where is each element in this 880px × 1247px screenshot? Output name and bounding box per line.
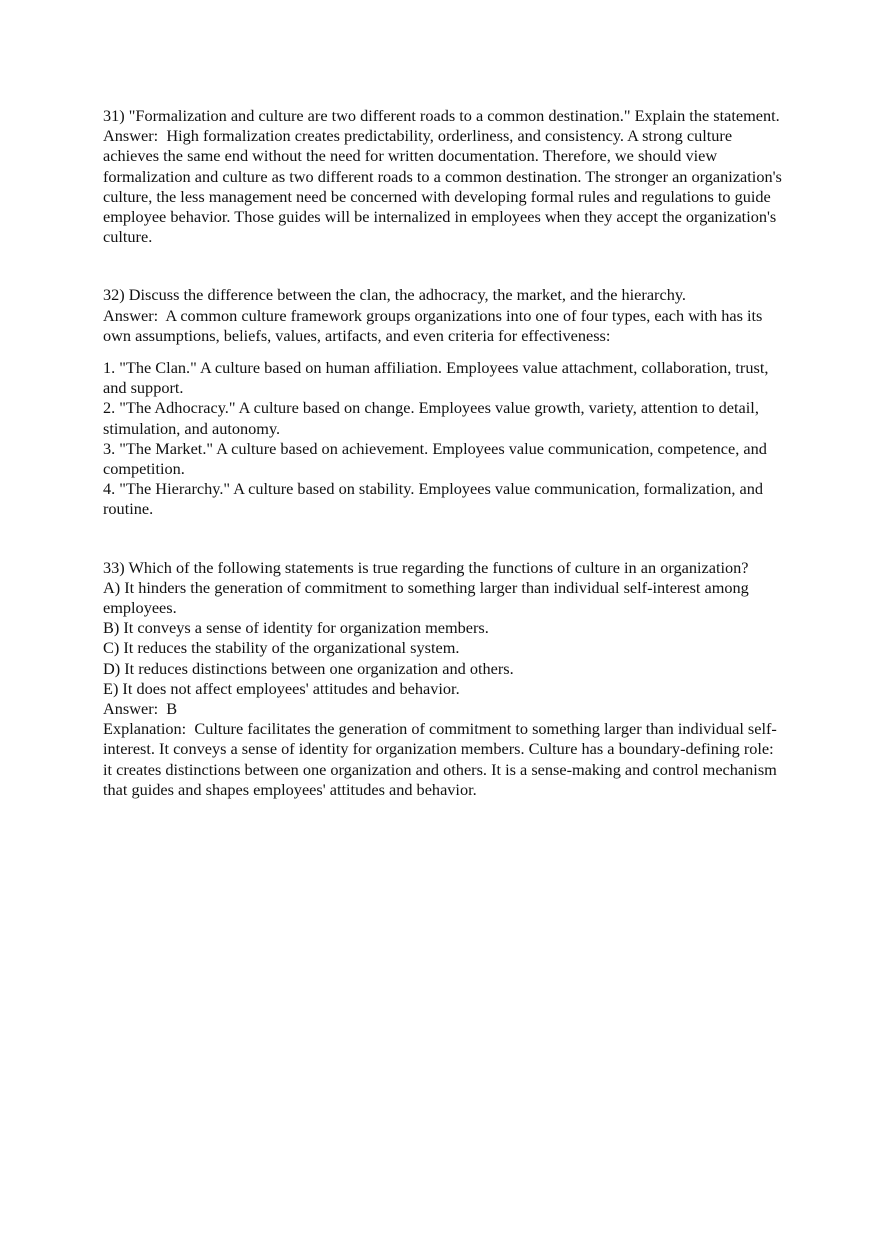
question-32-answer: [103, 306, 783, 346]
question-31-answer: [103, 126, 786, 247]
question-33: [103, 558, 783, 800]
culture-type-item: 1. "The Clan." A culture based on human affiliation. Employees value attachment, collaboration, trust, and support.: [103, 358, 773, 398]
question-32-text: 32) Discuss the difference between the clan, the adhocracy, the market, and the hierarchy.: [103, 285, 686, 305]
option-b: B) It conveys a sense of identity for organization members.: [103, 618, 489, 638]
spacer: [103, 346, 783, 358]
question-32: [103, 285, 783, 519]
question-31-text: 31) "Formalization and culture are two different roads to a common destination." Explain the statement.: [103, 106, 780, 125]
answer-label: Answer:: [103, 305, 166, 325]
explanation-text: Culture facilitates the generation of commitment to something larger than individual self-interest. It conveys a sense of identity for organization members. Culture has a boundary-defining role: it creates distinctions between one organization and others. It is a sense-making and control mechanism that guides and shapes employees' attitudes and behavior.: [103, 719, 781, 799]
culture-type-item: 3. "The Market." A culture based on achievement. Employees value communication, competence, and competition.: [103, 438, 771, 479]
answer-label: Answer:: [103, 126, 167, 146]
culture-type-item: 4. "The Hierarchy." A culture based on stability. Employees value communication, formalization, and routine.: [103, 479, 768, 519]
question-33-explanation: [103, 719, 783, 800]
option-c: C) It reduces the stability of the organizational system.: [103, 638, 460, 658]
question-31: [103, 106, 786, 247]
explanation-label: Explanation:: [103, 719, 195, 739]
option-a: A) It hinders the generation of commitment to something larger than individual self-interest among employees.: [103, 577, 753, 618]
option-e: E) It does not affect employees' attitudes and behavior.: [103, 678, 460, 698]
question-33-text: 33) Which of the following statements is true regarding the functions of culture in an organization?: [103, 557, 749, 577]
culture-type-item: 2. "The Adhocracy." A culture based on change. Employees value growth, variety, attention to detail, stimulation, and autonomy.: [103, 398, 763, 438]
answer-text: High formalization creates predictability, orderliness, and consistency. A strong culture achieves the same end without the need for written documentation. Therefore, we should view formalization and culture as two different roads to a common destination. The stronger an organization's culture, the less management need be concerned with developing formal rules and regulations to guide employee behavior. Those guides will be internalized in employees when they accept the organization's culture.: [103, 126, 786, 247]
spacer: [103, 247, 783, 285]
document-content: [103, 106, 786, 800]
question-33-answer: Answer: B: [103, 699, 178, 719]
option-d: D) It reduces distinctions between one organization and others.: [103, 658, 514, 678]
spacer: [103, 520, 783, 558]
answer-text: A common culture framework groups organizations into one of four types, each with has its own assumptions, beliefs, values, artifacts, and even criteria for effectiveness:: [103, 305, 767, 345]
